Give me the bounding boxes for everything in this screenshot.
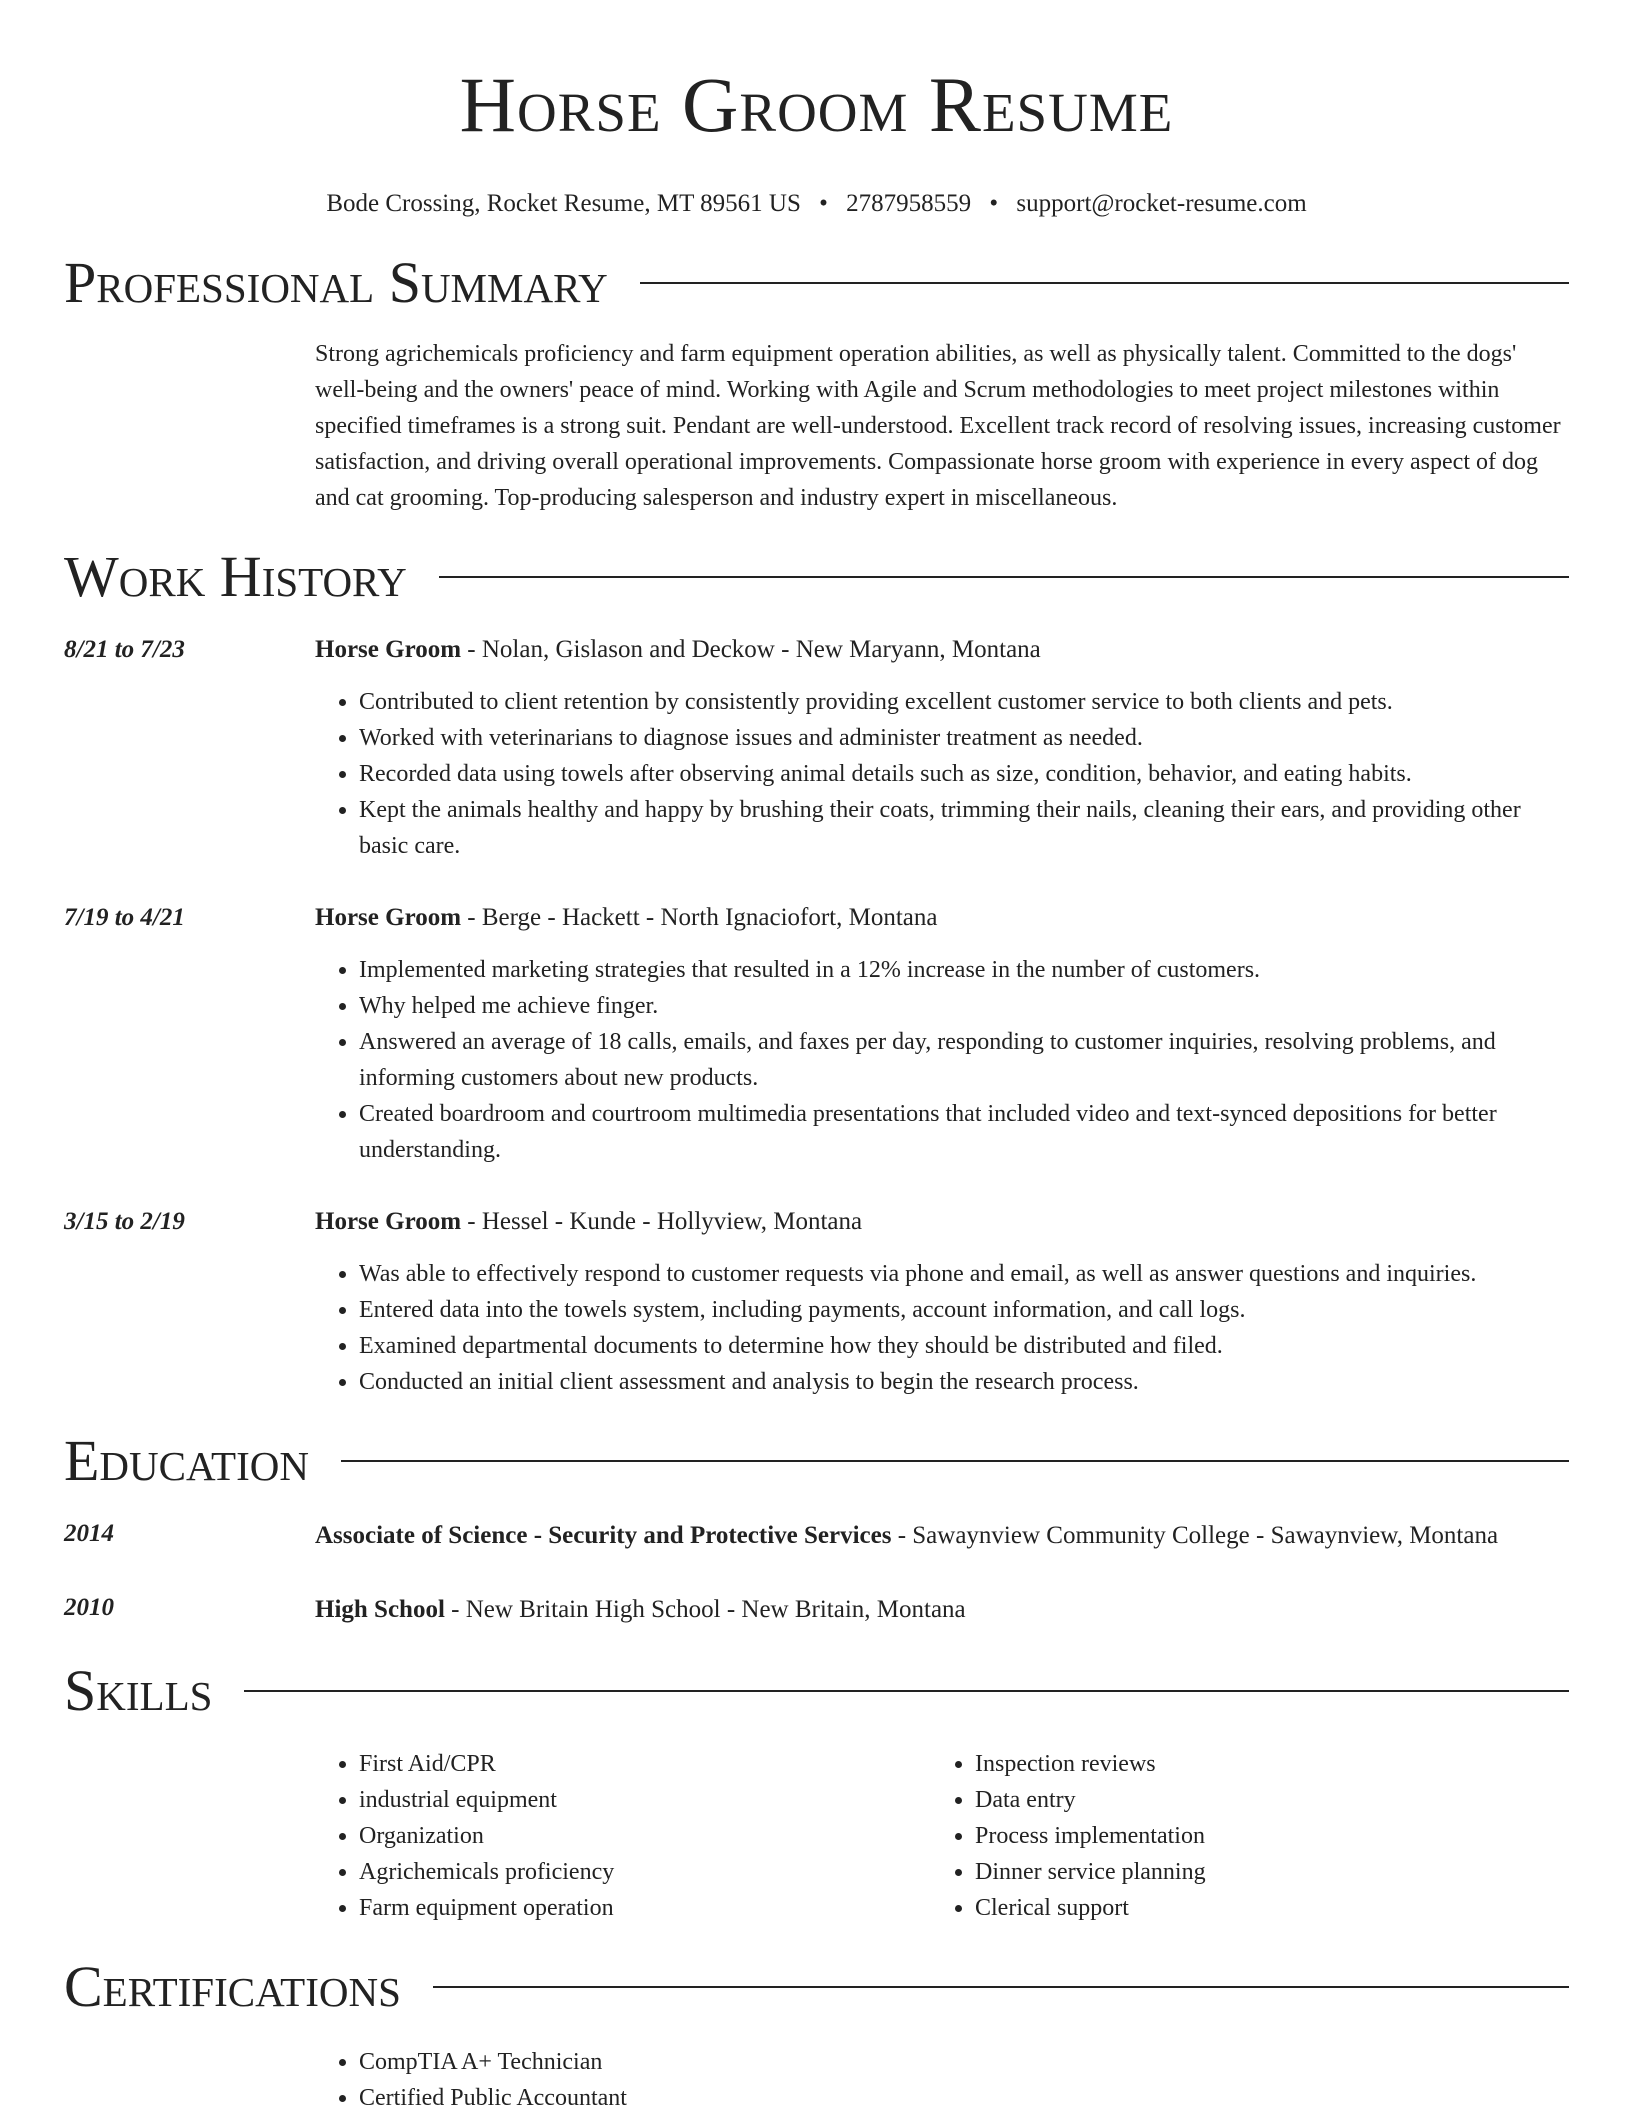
- skill-item: • Agrichemicals proficiency: [359, 1854, 931, 1890]
- education-body: [315, 1516, 1569, 1556]
- job-dates: 8/21 to 7/23: [64, 636, 185, 663]
- job-bullet: • Recorded data using towels after observing animal details such as size, condition, behavior, and eating habits.: [359, 756, 1569, 792]
- skill-item: • Process implementation: [975, 1818, 1565, 1854]
- job-title-line: [315, 1204, 1569, 1240]
- education-entry: [64, 1516, 1569, 1556]
- education-year: 2010: [64, 1594, 114, 1621]
- job-title: Horse Groom: [315, 904, 462, 931]
- section-divider: [244, 1690, 1569, 1692]
- skills-list-right: [931, 1746, 1565, 1926]
- summary-text: Strong agrichemicals proficiency and farm equipment operation abilities, as well as physically talent. Committed to the dogs' well-being and the owners' peace of mind. Working with Agile and Scrum methodologies to meet project milestones within specified timeframes is a strong suit. Pendant are well-understood. Excellent track record of resolving issues, increasing customer satisfaction, and driving overall operational improvements. Compassionate horse groom with experience in every aspect of dog and cat grooming. Top-producing salesperson and industry expert in miscellaneous.: [315, 341, 1561, 511]
- job-bullets: [315, 952, 1569, 1168]
- education-section-header: [64, 1426, 1569, 1496]
- education-details: - New Britain High School - New Britain, Montana: [444, 1596, 966, 1623]
- job-bullet: • Answered an average of 18 calls, emails, and faxes per day, responding to customer inquiries, resolving problems, and informing customers about new products.: [359, 1024, 1569, 1096]
- work-heading: Work History: [64, 544, 407, 609]
- skill-item: • First Aid/CPR: [359, 1746, 931, 1782]
- education-year: 2014: [64, 1520, 114, 1547]
- job-bullet: • Contributed to client retention by consistently providing excellent customer service to both clients and pets.: [359, 684, 1569, 720]
- skills-lists: [315, 1746, 1569, 1926]
- certifications-bullets: [315, 2044, 1569, 2116]
- job-bullet: • Created boardroom and courtroom multimedia presentations that included video and text-synced depositions for better understanding.: [359, 1096, 1569, 1168]
- job-title: Horse Groom: [315, 636, 462, 663]
- job-title: Horse Groom: [315, 1208, 462, 1235]
- job-body: [315, 900, 1569, 1168]
- skill-item: • Dinner service planning: [975, 1854, 1565, 1890]
- section-divider: [439, 576, 1569, 578]
- certification-item: • Certified Public Accountant: [359, 2080, 1569, 2116]
- contact-address: Bode Crossing, Rocket Resume, MT 89561 US: [326, 190, 801, 217]
- contact-separator: •: [989, 190, 999, 217]
- education-details: - Sawaynview Community College - Sawaynview, Montana: [891, 1522, 1499, 1549]
- contact-line: [64, 188, 1569, 220]
- job-details: - Nolan, Gislason and Deckow - New Maryann, Montana: [461, 636, 1041, 663]
- job-bullet: • Conducted an initial client assessment and analysis to begin the research process.: [359, 1364, 1569, 1400]
- contact-separator: •: [819, 190, 828, 217]
- skill-item: • Organization: [359, 1818, 931, 1854]
- job-entry: [64, 900, 1569, 1168]
- job-bullet: • Was able to effectively respond to customer requests via phone and email, as well as answer questions and inquiries.: [359, 1256, 1569, 1292]
- certifications-heading: Certifications: [64, 1954, 401, 2019]
- job-title-line: [315, 900, 1569, 936]
- skills-section-header: [64, 1656, 1569, 1726]
- job-bullet: • Why helped me achieve finger.: [359, 988, 1569, 1024]
- certification-item: • CompTIA A+ Technician: [359, 2044, 1569, 2080]
- job-body: [315, 632, 1569, 864]
- job-title-line: [315, 632, 1569, 668]
- job-bullet: • Worked with veterinarians to diagnose issues and administer treatment as needed.: [359, 720, 1569, 756]
- resume-page: [64, 60, 1569, 2116]
- job-dates: 7/19 to 4/21: [64, 904, 185, 931]
- summary-heading: Professional Summary: [64, 250, 608, 315]
- education-body: [315, 1590, 1569, 1630]
- skill-item: • Data entry: [975, 1782, 1565, 1818]
- section-divider: [433, 1986, 1569, 1988]
- summary-section-header: [64, 248, 1569, 318]
- section-divider: [341, 1460, 1569, 1462]
- skill-item: • Clerical support: [975, 1890, 1565, 1926]
- job-dates: 3/15 to 2/19: [64, 1208, 185, 1235]
- job-entry: [64, 1204, 1569, 1400]
- skill-item: • industrial equipment: [359, 1782, 931, 1818]
- job-bullets: [315, 684, 1569, 864]
- skills-heading: Skills: [64, 1658, 213, 1723]
- job-bullet: • Implemented marketing strategies that resulted in a 12% increase in the number of customers.: [359, 952, 1569, 988]
- education-degree: Associate of Science - Security and Protective Services: [315, 1522, 892, 1549]
- education-entry: [64, 1590, 1569, 1630]
- skill-item: • Farm equipment operation: [359, 1890, 931, 1926]
- contact-phone: 2787958559: [846, 190, 972, 217]
- certifications-section-header: [64, 1952, 1569, 2022]
- work-section-header: [64, 542, 1569, 612]
- job-body: [315, 1204, 1569, 1400]
- education-heading: Education: [64, 1428, 309, 1493]
- job-details: - Berge - Hackett - North Ignaciofort, Montana: [461, 904, 938, 931]
- job-bullets: [315, 1256, 1569, 1400]
- job-bullet: • Kept the animals healthy and happy by brushing their coats, trimming their nails, cleaning their ears, and providing other basic care.: [359, 792, 1569, 864]
- job-bullet: • Examined departmental documents to determine how they should be distributed and filed.: [359, 1328, 1569, 1364]
- resume-title: Horse Groom Resume: [459, 61, 1174, 148]
- certifications-list: [315, 2044, 1569, 2116]
- job-details: - Hessel - Kunde - Hollyview, Montana: [461, 1208, 863, 1235]
- skill-item: • Inspection reviews: [975, 1746, 1565, 1782]
- job-entry: [64, 632, 1569, 864]
- skills-list-left: [315, 1746, 931, 1926]
- job-bullet: • Entered data into the towels system, including payments, account information, and call logs.: [359, 1292, 1569, 1328]
- education-degree: High School: [315, 1596, 445, 1623]
- contact-email[interactable]: support@rocket-resume.com: [1016, 190, 1307, 217]
- section-divider: [640, 282, 1569, 284]
